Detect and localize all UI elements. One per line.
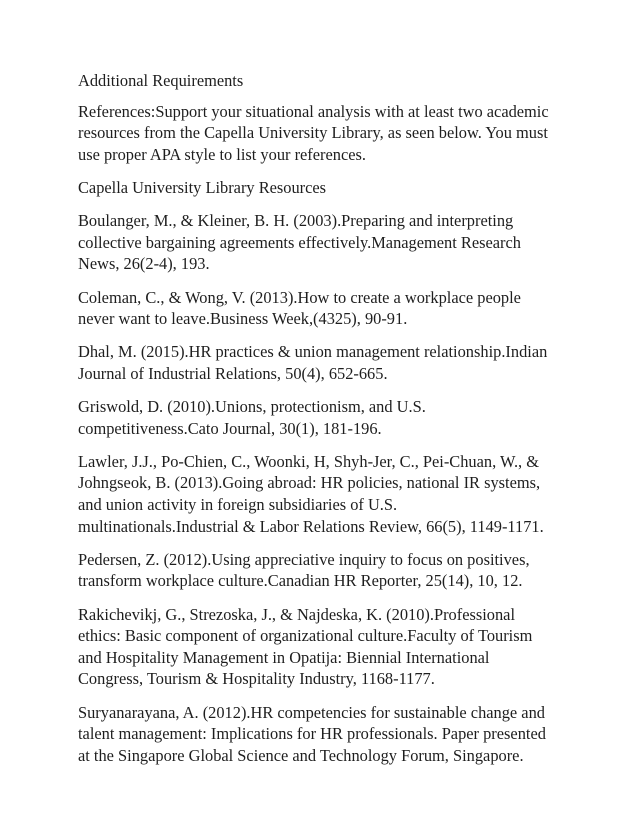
reference-entry-griswold: Griswold, D. (2010).Unions, protectionism, and U.S. competitiveness.Cato Journal, 30(1), 181-196. [78, 397, 426, 438]
reference-entry-suryanarayana: Suryanarayana, A. (2012).HR competencies for sustainable change and talent management: Implications for HR professionals. Paper presented at the Singapore Global Science and Technology Forum, Singapore. [78, 702, 546, 765]
library-resources-heading: Capella University Library Resources [78, 177, 327, 197]
references-instructions: References:Support your situational analysis with at least two academic resources from the Capella University Library, as seen below. You must use proper APA style to list your references. [78, 101, 549, 164]
document-body [78, 70, 560, 778]
reference-entry-pedersen: Pedersen, Z. (2012).Using appreciative inquiry to focus on positives, transform workplace culture.Canadian HR Reporter, 25(14), 10, 12. [78, 549, 530, 591]
reference-entry-coleman: Coleman, C., & Wong, V. (2013).How to create a workplace people never want to leave.Business Week,(4325), 90-91. [78, 287, 521, 329]
section-heading: Additional Requirements [78, 71, 244, 90]
reference-entry-dhal: Dhal, M. (2015).HR practices & union management relationship.Indian Journal of Industrial Relations, 50(4), 652-665. [78, 342, 548, 383]
reference-entry-lawler: Lawler, J.J., Po-Chien, C., Woonki, H, Shyh-Jer, C., Pei-Chuan, W., & Johngseok, B. (2013).Going abroad: HR policies, national IR systems, and union activity in foreign subsidiaries of U.S. multinationals.Industrial & Labor Relations Review, 66(5), 1149-1171. [78, 451, 544, 536]
reference-entry-rakichevikj: Rakichevikj, G., Strezoska, J., & Najdeska, K. (2010).Professional ethics: Basic component of organizational culture.Faculty of Tourism and Hospitality Management in Opatija: Biennial International Congress, Tourism & Hospitality Industry, 1168-1177. [78, 604, 533, 689]
reference-entry-boulanger: Boulanger, M., & Kleiner, B. H. (2003).Preparing and interpreting collective bargaining agreements effectively.Management Research News, 26(2-4), 193. [78, 211, 521, 274]
